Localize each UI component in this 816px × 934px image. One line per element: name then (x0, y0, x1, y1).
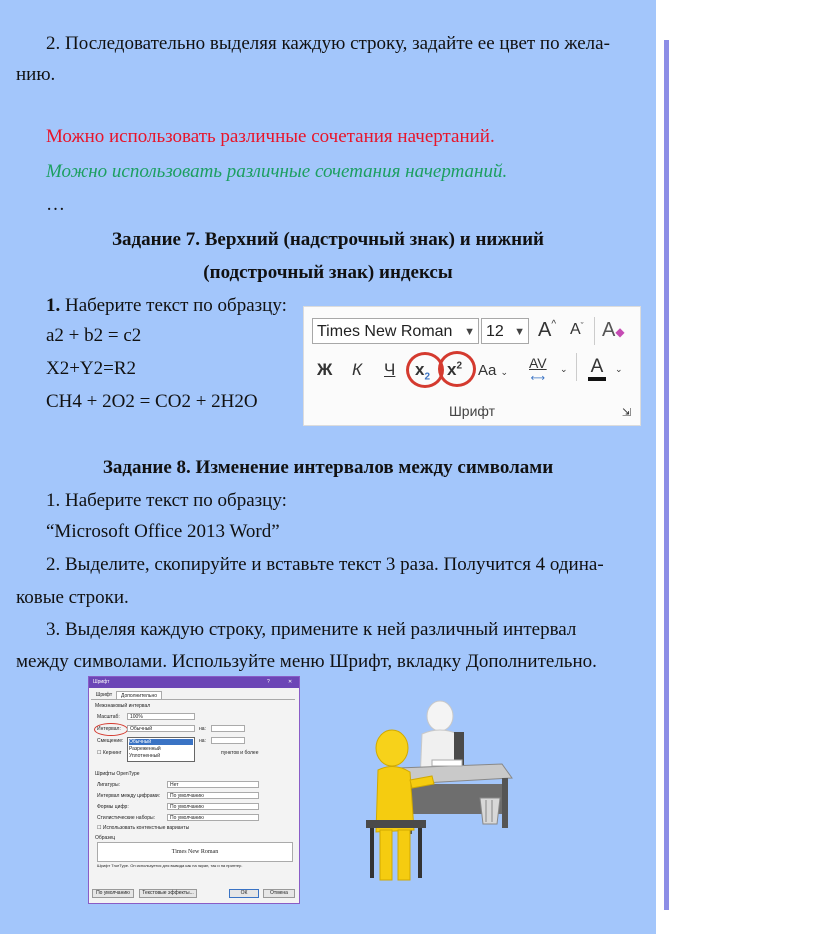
task8-step3-line2: между символами. Используйте меню Шрифт, вкладку Дополнительно. (16, 651, 597, 672)
underline-button[interactable]: Ч (384, 360, 396, 379)
number-forms-label: Формы цифр: (97, 804, 129, 810)
visitor-chair-seat (366, 820, 426, 828)
spacing-section-header: Межзнаковый интервал (95, 703, 151, 709)
help-icon[interactable]: ? (267, 679, 270, 685)
interval-label: Интервал: (97, 726, 121, 732)
task8-sample: “Microsoft Office 2013 Word” (46, 521, 280, 542)
sample-green-text: Можно использовать различные сочетания начертаний. (46, 161, 508, 182)
opentype-section-header: Шрифты OpenType (95, 771, 140, 777)
task8-heading: Задание 8. Изменение интервалов между символами (102, 457, 554, 478)
superscript-icon: x (447, 360, 457, 379)
ligatures-value: Нет (170, 782, 179, 788)
kerning-label: Кернинг (102, 750, 122, 756)
character-spacing-button[interactable]: AV ⟷ (529, 355, 547, 384)
shrink-font-icon: A (570, 321, 581, 338)
ok-button[interactable]: ОК (229, 889, 259, 898)
visitor-chair-leg (418, 828, 422, 878)
close-icon[interactable]: ✕ (288, 679, 293, 685)
interval-value: Обычный (130, 726, 153, 732)
interval-option-normal[interactable]: Обычный (129, 739, 193, 745)
yellow-figure-leg (398, 830, 410, 880)
ligatures-select[interactable] (167, 781, 259, 788)
number-spacing-select[interactable] (167, 792, 259, 799)
font-color-button[interactable] (588, 357, 606, 381)
offset-label: Смещение: (97, 738, 124, 744)
sample-section-header: Образец (95, 835, 116, 841)
interval-highlight-circle (94, 723, 128, 736)
task8-step3-line1: 3. Выделяя каждую строку, примените к ней различный интервал (46, 619, 577, 640)
interval-dropdown-list (127, 737, 195, 762)
subscript-index: 2 (424, 371, 431, 383)
default-button[interactable]: По умолчанию (92, 889, 134, 898)
ellipsis: … (46, 194, 65, 215)
desk-leg-right (502, 778, 508, 828)
task7-heading-line1: Задание 7. Верхний (надстрочный знак) и нижний (112, 229, 544, 250)
truetype-note: Шрифт TrueType. Он используется для вывода как на экран, так и на принтер. (97, 863, 243, 868)
people-at-desk-illustration (362, 690, 532, 900)
change-case-button[interactable]: Aa ⌄ (478, 362, 509, 379)
font-size-value: 12 (486, 323, 504, 340)
font-name-value: Times New Roman (317, 323, 453, 340)
scale-value: 100% (130, 714, 143, 720)
paragraph-step2-line2: нию. (16, 64, 56, 85)
interval-select[interactable] (127, 725, 195, 732)
interval-option-expanded[interactable]: Разреженный (129, 746, 161, 752)
change-case-icon: Aa (478, 362, 497, 379)
formula-c: CH4 + 2O2 = CO2 + 2H2O (46, 391, 258, 412)
task8-step2-line2: ковые строки. (16, 587, 129, 608)
scale-label: Масштаб: (97, 714, 120, 720)
number-spacing-value: По умолчанию (170, 793, 204, 799)
chevron-down-icon[interactable]: ⌄ (615, 364, 623, 374)
text-effects-button[interactable]: Текстовые эффекты... (139, 889, 197, 898)
formula-a: a2 + b2 = c2 (46, 325, 142, 346)
chevron-down-icon: ▼ (514, 326, 525, 338)
superscript-button[interactable] (447, 360, 462, 380)
task7-heading-line2: (подстрочный знак) индексы (203, 262, 453, 283)
white-figure-head (427, 701, 453, 731)
sample-red-text: Можно использовать различные сочетания начертаний. (46, 126, 495, 147)
task7-step1-text: Наберите текст по образцу: (60, 295, 287, 316)
yellow-figure-head (376, 730, 408, 766)
trash-bin (480, 798, 500, 824)
kerning-tail-label: пунктов и более (221, 750, 259, 756)
font-group-label: Шрифт (448, 403, 496, 419)
dialog-launcher-icon[interactable]: ⇲ (622, 407, 632, 419)
paragraph-step2-line1: 2. Последовательно выделяя каждую строку, задайте ее цвет по жела- (46, 33, 610, 54)
tab-divider (91, 699, 295, 700)
subscript-icon: x (415, 360, 425, 379)
grow-font-button[interactable]: A^ (538, 319, 557, 341)
font-color-swatch (588, 377, 606, 381)
stylistic-sets-value: По умолчанию (170, 815, 204, 821)
papers-on-desk (432, 760, 462, 766)
ribbon-separator (576, 353, 577, 381)
task8-step1: 1. Наберите текст по образцу: (46, 490, 287, 511)
stylistic-sets-label: Стилистические наборы: (97, 815, 155, 821)
ribbon-separator (594, 317, 595, 345)
font-ribbon-group (303, 306, 641, 426)
italic-button[interactable]: К (352, 360, 363, 379)
yellow-figure-leg (380, 830, 392, 880)
character-spacing-icon: AV (529, 355, 547, 371)
contextual-checkbox[interactable]: ☐ Использовать контекстные варианты (97, 825, 190, 831)
offset-by-spinner[interactable] (211, 737, 245, 744)
clear-formatting-icon: A (602, 319, 616, 341)
visitor-chair-leg (370, 828, 374, 878)
tab-font[interactable]: Шрифт (95, 692, 113, 698)
subscript-button[interactable] (415, 360, 430, 382)
sample-preview-text: Times New Roman (171, 849, 219, 855)
task7-step1 (46, 294, 287, 318)
task8-step2-line1: 2. Выделите, скопируйте и вставьте текст 3 раза. Получится 4 одина- (46, 554, 604, 575)
font-dialog (88, 676, 300, 904)
superscript-index: 2 (456, 360, 463, 372)
cancel-button[interactable]: Отмена (263, 889, 295, 898)
kerning-checkbox[interactable]: ☐ Кернинг (97, 750, 122, 756)
chevron-down-icon[interactable]: ⌄ (560, 364, 568, 374)
interval-option-condensed[interactable]: Уплотненный (129, 753, 161, 759)
offset-by-label: на: (199, 738, 206, 744)
dialog-titlebar (89, 677, 299, 688)
task7-step1-number: 1. (46, 295, 61, 316)
formula-b: X2+Y2=R2 (46, 358, 137, 379)
dialog-title: Шрифт (93, 679, 110, 685)
number-forms-select[interactable] (167, 803, 259, 810)
shrink-font-button[interactable]: $A^ˇ$ (570, 321, 584, 338)
font-size-combo[interactable] (481, 318, 529, 344)
interval-by-spinner[interactable] (211, 725, 245, 732)
contextual-label: Использовать контекстные варианты (102, 825, 190, 831)
clear-formatting-button[interactable]: A◆ (602, 319, 625, 341)
ligatures-label: Лигатуры: (97, 782, 121, 788)
bold-button[interactable]: Ж (317, 360, 333, 379)
stylistic-sets-select[interactable] (167, 814, 259, 821)
number-forms-value: По умолчанию (170, 804, 204, 810)
page-side-bar (664, 40, 669, 910)
chevron-down-icon: ▼ (464, 326, 475, 338)
number-spacing-label: Интервал между цифрами: (97, 793, 161, 799)
interval-by-label: на: (199, 726, 206, 732)
tab-advanced[interactable]: Дополнительно (116, 691, 162, 700)
sample-preview (97, 842, 293, 862)
grow-font-icon: A (538, 319, 552, 341)
font-name-combo[interactable] (312, 318, 479, 344)
scale-select[interactable] (127, 713, 195, 720)
font-color-icon: A (590, 356, 604, 377)
